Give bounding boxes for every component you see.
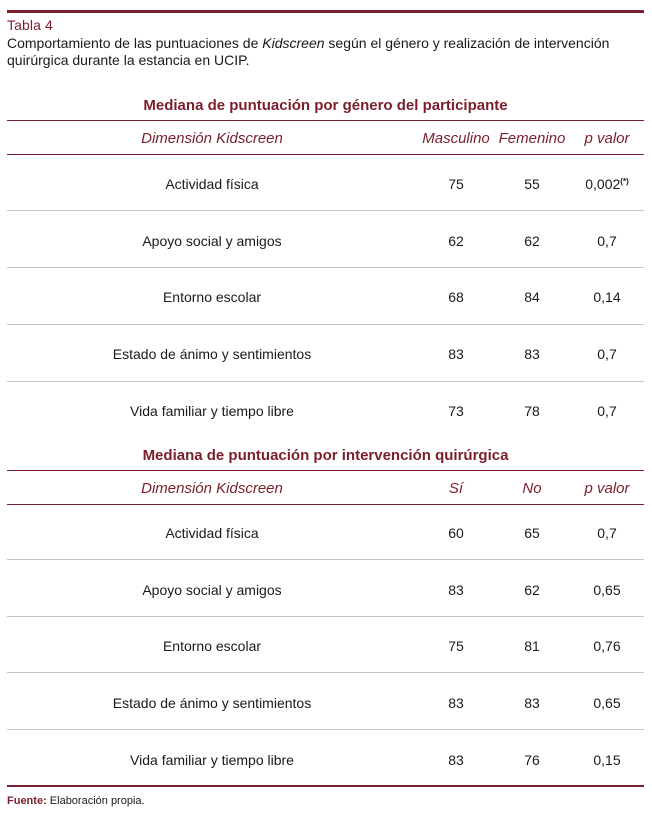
gender-row-masculino: 68 [448,289,464,305]
surgery-row-p-valor: 0,65 [593,695,621,711]
surgery-row-dimension: Actividad física [165,525,259,541]
surgery-row-p-valor: 0,65 [593,582,621,598]
gender-row-femenino: 84 [524,289,540,305]
row-divider [7,559,644,560]
gender-row-dimension: Apoyo social y amigos [142,233,282,249]
source-note [7,795,145,807]
row-divider [7,381,644,382]
p-value: 0,002 [585,176,621,192]
row-divider [7,616,644,617]
caption-italic: Kidscreen [262,35,325,51]
surgery-header-p-valor: p valor [584,480,630,497]
gender-row-femenino: 55 [524,176,540,192]
gender-row-p-valor: 0,7 [597,346,617,362]
row-divider [7,267,644,268]
table-label: Tabla 4 [7,17,53,33]
gender-row-masculino: 73 [448,403,464,419]
surgery-row-no: 62 [524,582,540,598]
caption-post: según el género y realización de intervención quirúrgica durante la estancia en UCIP. [7,35,610,68]
gender-row-femenino: 62 [524,233,540,249]
gender-row-femenino: 83 [524,346,540,362]
surgery-header-top-rule [7,470,644,471]
surgery-header-bottom-rule [7,504,644,505]
surgery-row-p-valor: 0,15 [593,752,621,768]
source-label: Fuente: [7,795,47,807]
gender-row-femenino: 78 [524,403,540,419]
gender-row-masculino: 62 [448,233,464,249]
row-divider [7,729,644,730]
gender-header-top-rule [7,120,644,121]
gender-row-masculino: 83 [448,346,464,362]
gender-header-p-valor: p valor [584,130,630,147]
significance-note: (*) [620,177,629,186]
surgery-header-no: No [522,480,542,497]
gender-row-p-valor: 0,7 [597,233,617,249]
surgery-row-si: 83 [448,752,464,768]
surgery-section-title: Mediana de puntuación por intervención quirúrgica [142,447,509,464]
caption-pre: Comportamiento de las puntuaciones de [7,35,263,51]
gender-row-dimension: Actividad física [165,176,259,192]
surgery-row-si: 83 [448,582,464,598]
gender-row-dimension: Vida familiar y tiempo libre [130,403,294,419]
surgery-row-no: 65 [524,525,540,541]
gender-header-femenino: Femenino [498,130,566,147]
gender-row-p-valor: 0,7 [597,403,617,419]
top-rule [7,10,644,13]
row-divider [7,324,644,325]
gender-section-title: Mediana de puntuación por género del participante [143,97,508,114]
gender-row-dimension: Estado de ánimo y sentimientos [112,346,312,362]
table-bottom-rule [7,785,644,787]
surgery-row-no: 76 [524,752,540,768]
gender-header-masculino: Masculino [422,130,490,147]
source-text: Elaboración propia. [46,795,145,807]
gender-row-p-valor [570,176,644,192]
gender-row-p-valor: 0,14 [593,289,621,305]
gender-row-masculino: 75 [448,176,464,192]
surgery-row-si: 60 [448,525,464,541]
surgery-row-no: 83 [524,695,540,711]
surgery-row-dimension: Estado de ánimo y sentimientos [112,695,312,711]
surgery-row-no: 81 [524,638,540,654]
surgery-row-p-valor: 0,7 [597,525,617,541]
gender-header-bottom-rule [7,154,644,155]
gender-header-dimension: Dimensión Kidscreen [141,130,283,147]
row-divider [7,210,644,211]
surgery-row-si: 75 [448,638,464,654]
surgery-row-p-valor: 0,76 [593,638,621,654]
surgery-row-si: 83 [448,695,464,711]
gender-row-dimension: Entorno escolar [162,289,262,305]
surgery-row-dimension: Entorno escolar [162,638,262,654]
surgery-header-si: Sí [448,480,464,497]
surgery-row-dimension: Vida familiar y tiempo libre [130,752,294,768]
row-divider [7,672,644,673]
table-caption [7,35,637,69]
surgery-row-dimension: Apoyo social y amigos [142,582,282,598]
surgery-header-dimension: Dimensión Kidscreen [141,480,283,497]
